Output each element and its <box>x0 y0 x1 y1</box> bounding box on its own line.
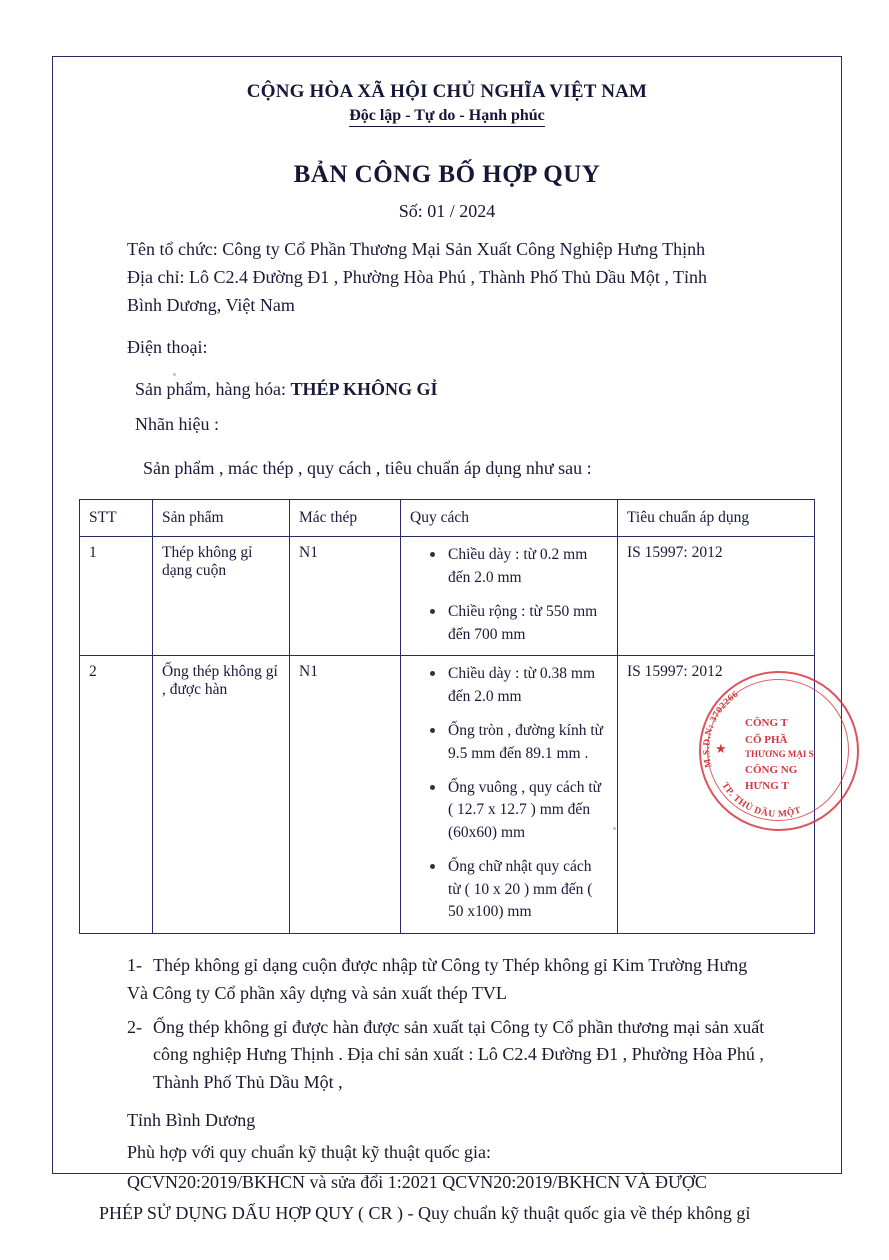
note-2-number: 2- <box>127 1016 142 1037</box>
table-header-spec: Quy cách <box>401 500 618 537</box>
organization-phone: Điện thoại: <box>127 336 208 357</box>
footer-province: Tỉnh Bình Dương <box>127 1110 256 1131</box>
organization-address-line-2: Bình Dương, Việt Nam <box>127 294 295 315</box>
row-2-stt: 2 <box>80 656 153 934</box>
national-motto: Độc lập - Tự do - Hạnh phúc <box>349 107 545 127</box>
header-block <box>79 81 815 222</box>
row-2-spec-item: Ống vuông , quy cách từ ( 12.7 x 12.7 ) mm đến (60x60) mm <box>430 777 608 844</box>
row-2-specs <box>401 656 618 934</box>
product-line <box>79 376 815 404</box>
note-2-line-1: Ống thép không gỉ được hàn được sản xuất tại Công ty Cổ phần thương mại sản xuất <box>153 1016 765 1037</box>
row-1-product: Thép không gỉ dạng cuộn <box>153 537 290 656</box>
row-2-standard: IS 15997: 2012 <box>618 656 815 934</box>
footer-conformity-label: Phù hợp với quy chuẩn kỹ thuật kỹ thuật quốc gia: <box>127 1142 491 1163</box>
table-row <box>80 537 815 656</box>
seal-line-5: HƯNG T <box>745 780 789 792</box>
note-2-line-2: công nghiệp Hưng Thịnh . Địa chỉ sản xuất : Lô C2.4 Đường Đ1 , Phường Hòa Phú , <box>153 1044 764 1065</box>
scan-artifact <box>173 373 176 376</box>
row-1-standard: IS 15997: 2012 <box>618 537 815 656</box>
organization-name: Tên tổ chức: Công ty Cổ Phần Thương Mại Sản Xuất Công Nghiệp Hưng Thịnh <box>127 239 706 259</box>
organization-address-line-1: Địa chỉ: Lô C2.4 Đường Đ1 , Phường Hòa Phú , Thành Phố Thủ Dầu Một , Tỉnh <box>127 266 708 287</box>
footer-conformity-line-1: QCVN20:2019/BKHCN và sửa đổi 1:2021 QCVN20:2019/BKHCN VÀ ĐƯỢC <box>127 1172 707 1193</box>
table-header-grade: Mác thép <box>290 500 401 537</box>
table-header-stt: STT <box>80 500 153 537</box>
star-icon: ★ <box>715 741 727 756</box>
note-1-line-1: Thép không gỉ dạng cuộn được nhập từ Công ty Thép không gỉ Kim Trường Hưng <box>153 954 748 975</box>
document-body <box>53 57 841 1223</box>
scan-artifact <box>613 827 616 830</box>
note-item <box>79 952 815 980</box>
specification-table <box>79 499 815 934</box>
table-row <box>80 656 815 934</box>
row-2-grade: N1 <box>290 656 401 934</box>
note-item <box>79 1014 815 1042</box>
document-title: BẢN CÔNG BỐ HỢP QUY <box>293 161 601 188</box>
row-1-spec-item: Chiều rộng : từ 550 mm đến 700 mm <box>430 601 608 646</box>
seal-line-4: CÔNG NG <box>745 763 798 776</box>
row-1-spec-item: Chiều dày : từ 0.2 mm đến 2.0 mm <box>430 544 608 589</box>
product-brand: Nhãn hiệu : <box>135 414 219 435</box>
note-2-line-3: Thành Phố Thủ Dầu Một , <box>153 1072 343 1093</box>
row-1-specs <box>401 537 618 656</box>
footer-conformity-line-2: PHÉP SỬ DỤNG DẤU HỢP QUY ( CR ) - Quy chuẩn kỹ thuật quốc gia về thép không gỉ <box>99 1202 751 1223</box>
row-1-stt: 1 <box>80 537 153 656</box>
seal-line-1: CÔNG T <box>745 717 788 729</box>
row-2-spec-item: Ống tròn , đường kính từ 9.5 mm đến 89.1 mm . <box>430 720 608 765</box>
national-title: CỘNG HÒA XÃ HỘI CHỦ NGHĨA VIỆT NAM <box>246 81 648 102</box>
product-line-value: THÉP KHÔNG GỈ <box>290 378 438 399</box>
notes-block <box>79 952 815 1097</box>
table-header-standard: Tiêu chuẩn áp dụng <box>618 500 815 537</box>
product-line-prefix: Sản phẩm, hàng hóa: <box>135 378 291 399</box>
note-1-number: 1- <box>127 954 142 975</box>
seal-line-2: CỔ PHẦ <box>745 733 788 746</box>
row-1-grade: N1 <box>290 537 401 656</box>
note-1-line-2: Và Công ty Cổ phần xây dựng và sản xuất thép TVL <box>127 982 507 1003</box>
row-2-spec-item: Ống chữ nhật quy cách từ ( 10 x 20 ) mm đến ( 50 x100) mm <box>430 856 608 923</box>
seal-arc-top-text: M.S.D.N: 3702266 <box>702 689 741 769</box>
table-header-row <box>80 500 815 537</box>
row-2-spec-item: Chiều dày : từ 0.38 mm đến 2.0 mm <box>430 663 608 708</box>
document-page <box>52 56 842 1223</box>
table-intro: Sản phẩm , mác thép , quy cách , tiêu chuẩn áp dụng như sau : <box>143 458 592 479</box>
seal-line-3: THƯƠNG MẠI S <box>745 749 814 759</box>
table-header-product: Sản phẩm <box>153 500 290 537</box>
seal-arc-bottom-text: TP. THỦ DẦU MỘT <box>719 780 803 820</box>
row-2-product: Ống thép không gỉ , được hàn <box>153 656 290 934</box>
document-number: Số: 01 / 2024 <box>398 201 496 221</box>
